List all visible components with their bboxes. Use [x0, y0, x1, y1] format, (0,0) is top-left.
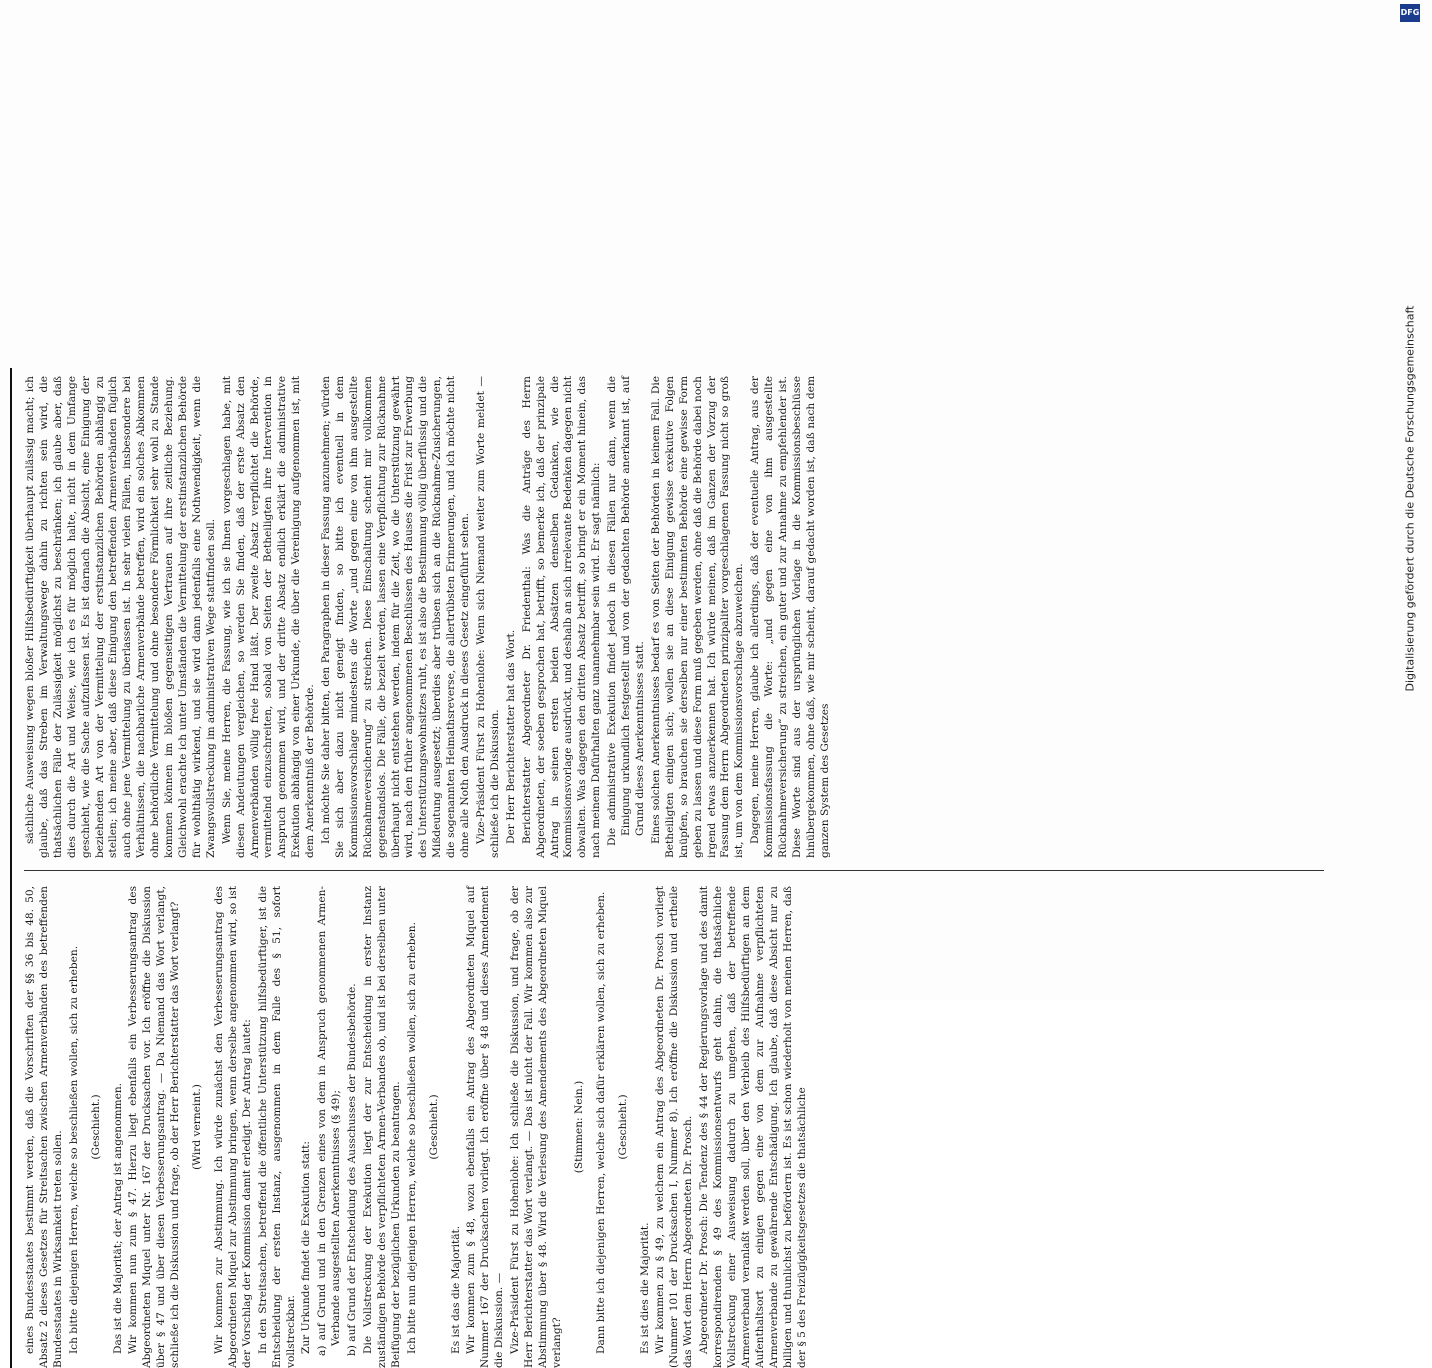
- paragraph: Wir kommen zu § 49, zu welchem ein Antrag des Abgeordneten Dr. Prosch vorliegt (Nummer 101 der Drucksachen I, Nummer 8). Ich eröffne die Diskussion und ertheile das Wort dem Herrn Abgeordneten Dr. Prosch.: [654, 886, 695, 1368]
- paragraph: Es ist dies die Majorität.: [638, 1222, 651, 1354]
- dfg-sidebar: [1396, 0, 1424, 1000]
- paragraph: Wenn Sie, meine Herren, die Fassung, wie ich sie Ihnen vorgeschlagen habe, mit diesen Andeutungen vergleichen, so werden Sie finden, daß der erste Absatz den Armenverbänden völlig freie Hand läßt. Der zweite Absatz verpflichtet die Behörde, vermittelnd einzuschreiten, sobald von Seiten der Betheiligten ihre Intervention in Anspruch genommen wird, und der dritte Absatz endlich erklärt die administrative Exekution abhängig von einer Urkunde, die über die Vereinigung aufgenommen ist, mit dem Anerkenntniß der Behörde.: [220, 376, 317, 858]
- paragraph: sächliche Ausweisung wegen bloßer Hilfsbedürftigkeit überhaupt zulässig macht; ich glaube, daß das Streben im Verwaltungswege dahin zu richten sein wird, die thatsächlichen Fälle der Zulässigkeit möglichst zu beschränken; ich glaube aber, daß dies durch die Art und Weise, wie ich es für möglich halte, nicht in dem Umfange geschieht, wie die Sache aufzufassen ist. Es ist darnach die Absicht, eine Einigung der beziehenden Art von der Vermittelung der erstinstanzlichen Behörden abhängig zu stellen; ich meine aber, daß diese Einigung den betreffenden Armenverbänden füglich auch ohne jene Vermittelung zu überlassen ist. In sehr vielen Fällen, insbesondere bei Verhältnissen, die nachbarliche Armenverbände betreffen, wird ein solches Abkommen ohne behördliche Vermittelung und ohne besondere Förmlichkeit sehr wohl zu Stande kommen können im bloßen gegenseitigen Vertrauen auf ihre zeitliche Beziehung. Gleichwohl erachte ich unter Umständen die Vermittelung der erstinstanzlichen Behörde für wohlthätig wirkend, und sie wird dann jedenfalls eine Nothwendigkeit, wenn die Zwangsvollstreckung im administrativen Wege stattfinden soll.: [24, 376, 217, 858]
- paragraph: Vize-Präsident Fürst zu Hohenlohe: Wenn sich Niemand weiter zum Worte meldet — schließe ich die Diskussion.: [475, 376, 501, 858]
- right-text-column: [24, 376, 835, 858]
- paragraph: Eines solchen Anerkenntnisses bedarf es von Seiten der Behörden in keinem Fall. Die Betheiligten einigen sich; wollen sie an diese Einigung gewisse exekutive Folgen knüpfen, so brauchen sie derselben nur einer bestimmten Behörde eine gewisse Form geben zu lassen und diese Form muß gegeben werden, ohne daß die Behörde dabei noch irgend etwas anzuerkennen hat. Ich würde meinen, daß im Ganzen der Vorzug der Fassung dem Herrn Abgeordneten prinzipaliter vorgeschlagenen Fassung nicht so groß ist, um von dem Kommissionsvorschlage abzuweichen.: [649, 376, 746, 858]
- paragraph: Dann bitte ich diejenigen Herren, welche sich dafür erklären wollen, sich zu erheben.: [594, 891, 607, 1354]
- paragraph: b) auf Grund der Entscheidung des Ausschusses der Bundesbehörde.: [346, 983, 359, 1356]
- paragraph: Der Herr Berichterstatter hat das Wort.: [504, 629, 517, 844]
- paragraph: Die administrative Exekution findet jedoch in diesen Fällen nur dann, wenn die Einigung urkundlich festgestellt und von der gedachten Behörde anerkannt ist, auf Grund dieses Anerkenntnisses statt.: [606, 376, 646, 846]
- paragraph: In den Streitsachen, betreffend die öffentliche Unterstützung hilfsbedürftiger, ist die Entscheidung der ersten Instanz, ausgenommen in dem Falle des § 51, sofort vollstreckbar.: [256, 886, 297, 1368]
- rotated-document-page: [0, 368, 1330, 1368]
- paragraph: Es ist das die Majorität.: [449, 1225, 462, 1354]
- stage-direction: (Stimmen: Nein.): [572, 1080, 585, 1174]
- running-header: [0, 368, 12, 1368]
- paragraph: eines Bundesstaates bestimmt werden, daß die Vorschriften der §§ 36 bis 48. 50, Absatz 2 dieses Gesetzes für Streitsachen zwischen Armenverbänden des betreffenden Bundesstaates in Wirksamkeit treten sollen.: [24, 886, 64, 1368]
- stage-direction: (Geschieht.): [89, 1094, 102, 1160]
- paragraph: Ich möchte Sie daher bitten, den Paragraphen in dieser Fassung anzunehmen; würden Sie sich aber dazu nicht geneigt finden, so bitte ich eventuell in dem Kommissionsvorschlage mindestens die Worte „und gegen eine von ihm ausgestellte Rücknahmeversicherung“ zu streichen. Diese Einschaltung scheint mir vollkommen gegenstandslos. Die Fälle, die bezielt werden, lassen eine Verpflichtung zur Rücknahme überhaupt nicht entstehen werden, indem für die Zeit, wo die Unterstützung gewährt wird, nach den früher angenommenen Beschlüssen des Hauses die Frist zur Erwerbung des Unterstützungswohnsitzes ruht, es ist also die Bestimmung völlig überflüssig und die Mißdeutung ausgesetzt; überdies aber trübsen sich an die Rücknahme-Zusicherungen, die sogenannten Heimathsreverse, die allertrübsten Erinnerungen, und ich möchte nicht ohne alle Noth den Ausdruck in dieses Gesetz eingeführt sehen.: [320, 376, 472, 858]
- paragraph: Zur Urkunde findet die Exekution statt:: [300, 1141, 313, 1354]
- paragraph: Berichterstatter Abgeordneter Dr. Friedenthal: Was die Anträge des Herrn Abgeordneten, der soeben gesprochen hat, betrifft, so bemerke ich, daß der prinzipale Antrag in seinen ersten beiden Absätzen denselben Gedanken, wie die Kommissionsvorlage ausdrückt, und deshalb an sich irrelevante Bedenken dagegen nicht obwalten. Was dagegen den dritten Absatz betrifft, so bringt er ein Moment hinein, das nach meinem Dafürhalten ganz unannehmbar sein wird. Er sagt nämlich:: [520, 376, 603, 858]
- paragraph: Die Vollstreckung der Exekution liegt der zur Entscheidung in erster Instanz zuständigen Behörde des verpflichteten Armen-Verbandes ob, und ist bei derselben unter Beifügung der bezüglichen Urkunden zu beantragen.: [362, 886, 402, 1368]
- paragraph: Ich bitte nun diejenigen Herren, welche so beschließen wollen, sich zu erheben.: [405, 922, 418, 1354]
- paragraph: Vize-Präsident Fürst zu Hohenlohe: Ich schließe die Diskussion, und frage, ob der Herr Berichterstatter das Wort verlangt. — Das ist nicht der Fall. Wir kommen also zur Abstimmung über § 48. Wird die Verlesung des Amendements des Abgeordneten Miquel verlangt?: [509, 886, 563, 1368]
- paragraph: Ich bitte diejenigen Herren, welche so beschließen wollen, sich zu erheben.: [67, 945, 80, 1354]
- stage-direction: (Wird verneint.): [191, 1084, 204, 1170]
- dfg-credit-text: Digitalisierung gefördert durch die Deutsche Forschungsgemeinschaft: [1403, 305, 1417, 692]
- column-divider: [24, 870, 1324, 871]
- left-text-column: [24, 886, 811, 1368]
- dfg-logo: DFG: [1400, 4, 1420, 22]
- paragraph: Wir kommen zum § 48, wozu ebenfalls ein Antrag des Abgeordneten Miquel auf Nummer 167 der Drucksachen vorliegt. Ich eröffne über § 48 und dieses Amendement die Diskussion. —: [465, 886, 506, 1368]
- paragraph: Abgeordneter Dr. Prosch: Die Tendenz des § 44 der Regierungsvorlage und des damit korrespondirenden § 49 des Kommissionsentwurfs geht dahin, die thatsächliche Vollstreckung einer Ausweisung dadurch zu umgehen, daß der betreffende Armenverband veranlaßt werden soll, über den Verbleib des Hilfsbedürftigen an dem Aufenthaltsort zu einigen gegen eine von dem zur Aufnahme verpflichteten Armenverbande zu gewährende Entschädigung. Ich glaube, daß diese Absicht nur zu billigen und thunlichst zu befördern ist. Es ist schon wiederholt von meinen Herren, daß der § 5 des Freizügigkeitsgesetzes die thatsächliche: [698, 886, 808, 1368]
- stage-direction: (Geschieht.): [616, 1094, 629, 1160]
- paragraph: a) auf Grund und in den Grenzen eines von dem in Anspruch genommenen Armen-Verbande ausgestellten Anerkenntnisses (§ 49);: [316, 886, 343, 1356]
- paragraph: Das ist die Majorität; der Antrag ist angenommen.: [111, 1082, 124, 1354]
- paragraph: Wir kommen zur Abstimmung. Ich würde zunächst den Verbesserungsantrag des Abgeordneten Miquel zur Abstimmung bringen, wenn derselbe angenommen wird, so ist der Vorschlag der Kommission damit erledigt. Der Antrag lautet:: [212, 886, 253, 1368]
- paragraph: Dagegen, meine Herren, glaube ich allerdings, daß der eventuelle Antrag, aus der Kommissionsfassung die Worte: „und gegen eine von ihm ausgestellte Rücknahmeversicherung“ zu streichen, ein guter und zur Annahme zu empfehlender ist. Diese Worte sind aus der ursprünglichen Vorlage in die Kommissionsbeschlüsse hinübergekommen, ohne daß, wie mir scheint, darauf gedacht worden ist, daß nach dem ganzen System des Gesetzes: [749, 376, 831, 858]
- paragraph: Wir kommen nun zum § 47. Hierzu liegt ebenfalls ein Verbesserungsantrag des Abgeordneten Miquel unter Nr. 167 der Drucksachen vor. Ich eröffne die Diskussion über § 47 und über diesen Verbesserungsantrag. — Da Niemand das Wort verlangt, schließe ich die Diskussion und frage, ob der Herr Berichterstatter das Wort verlangt?: [127, 886, 182, 1368]
- stage-direction: (Geschieht.): [427, 1094, 440, 1160]
